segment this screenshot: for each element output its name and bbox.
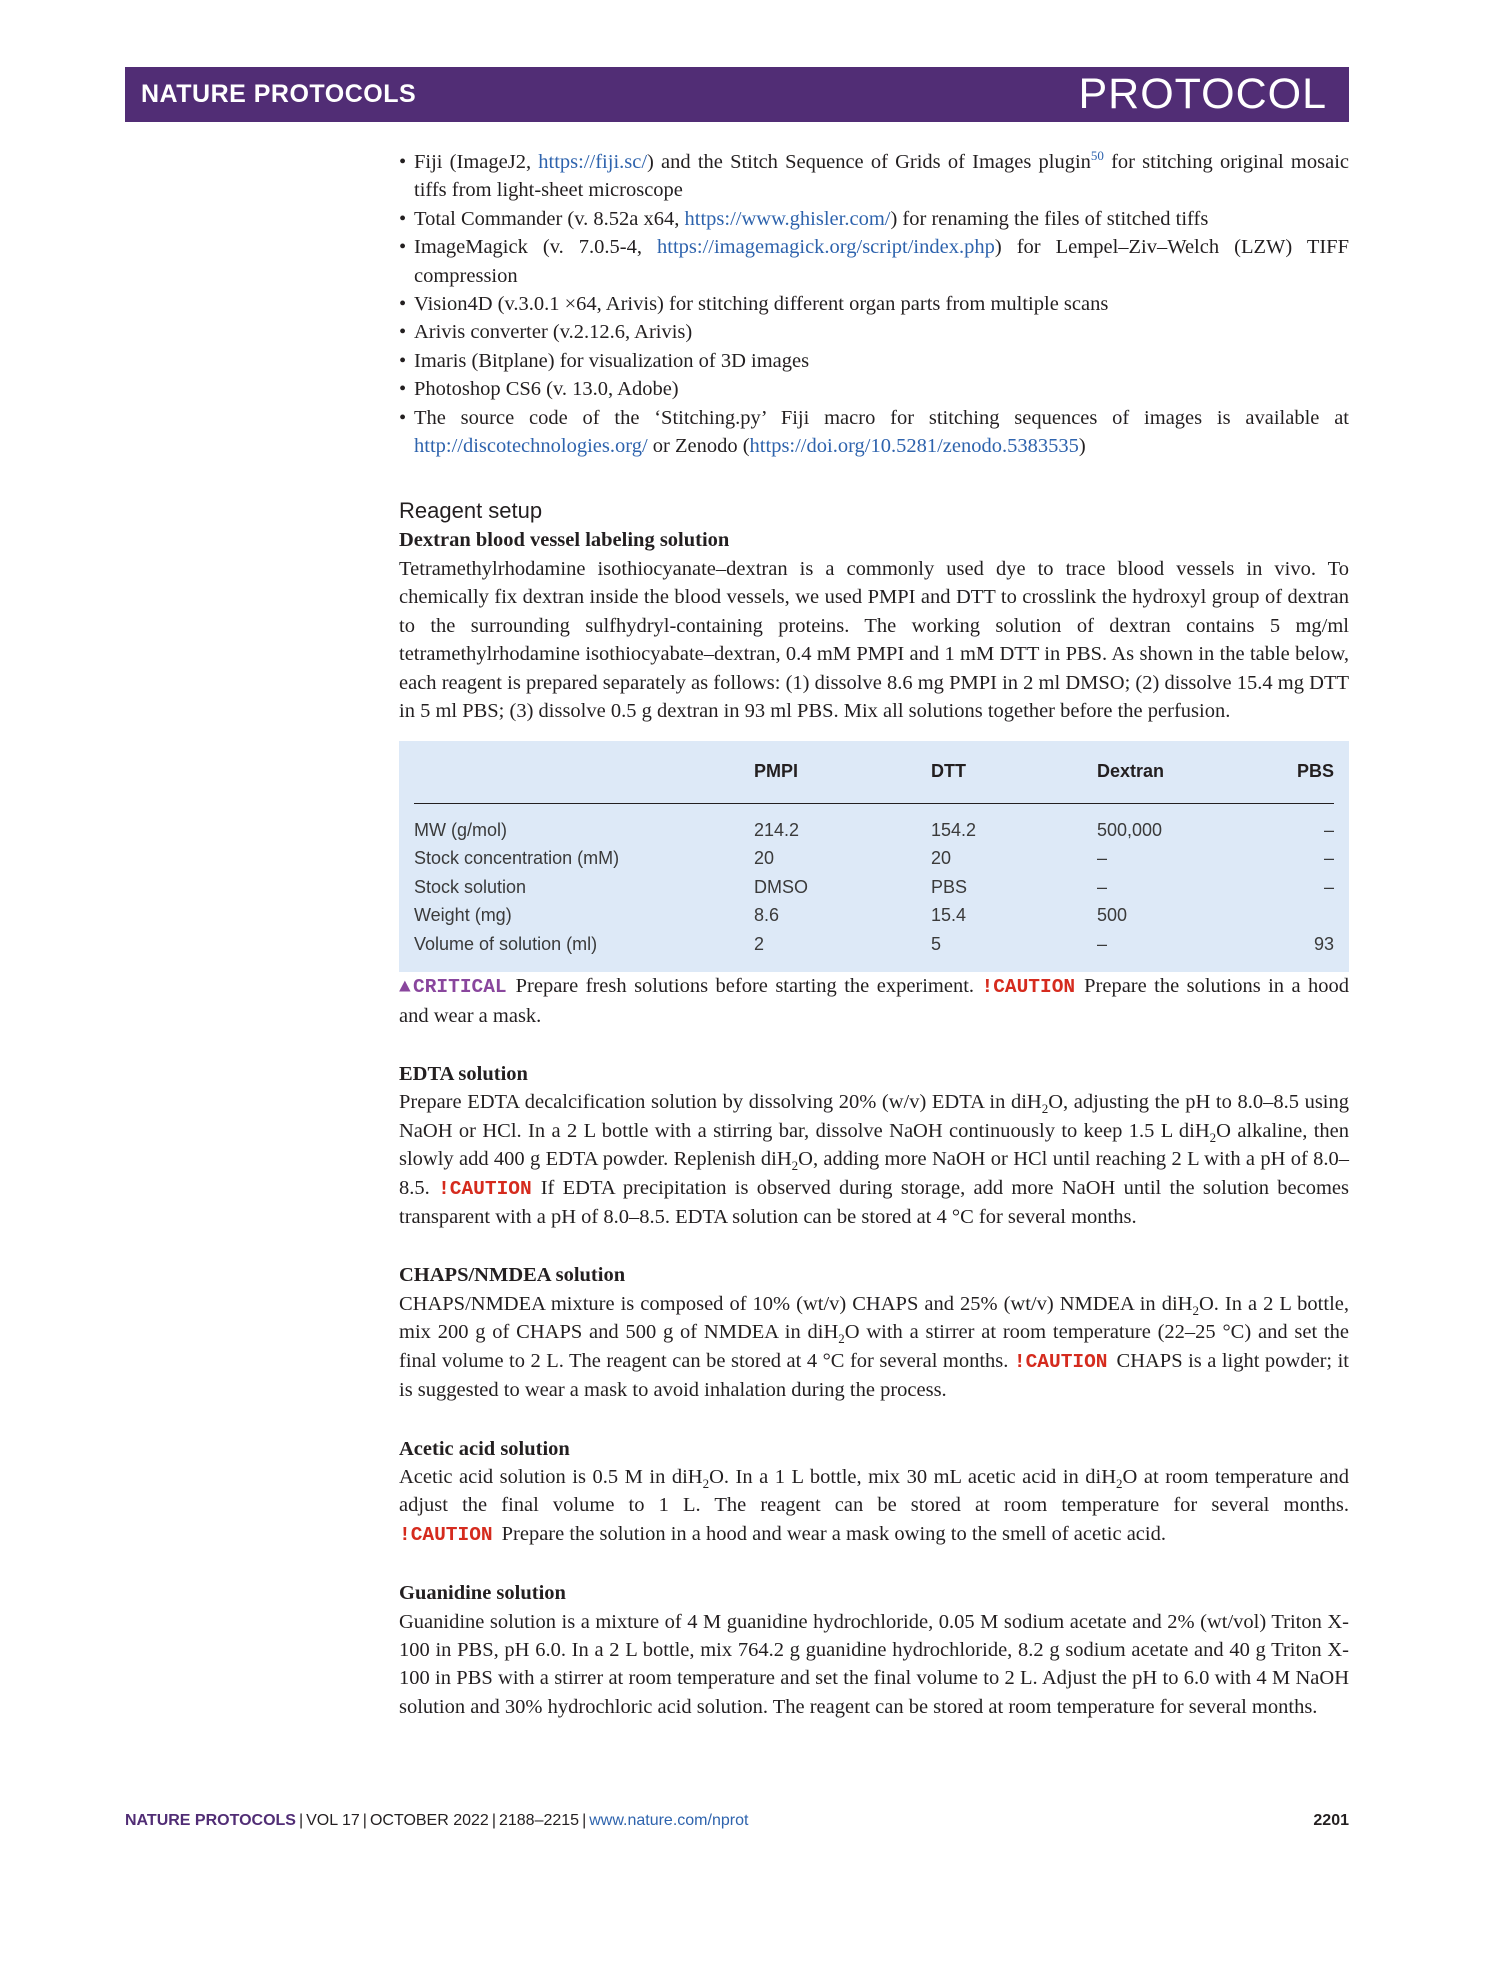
caution-label: !CAUTION — [438, 1177, 532, 1200]
table-cell: Stock solution — [414, 876, 527, 897]
critical-label: ▲CRITICAL — [399, 976, 507, 999]
table-cell: Weight (mg) — [414, 905, 512, 926]
section-title: Reagent setup — [399, 498, 543, 524]
ghisler-link[interactable]: https://www.ghisler.com/ — [684, 207, 891, 230]
list-item: • ImageMagick (v. 7.0.5-4, https://imagemagick.org/script/index.php) for Lempel–Ziv–Welch (LZW) TIFF compression — [399, 233, 1349, 290]
list-item: • Arivis converter (v.2.12.6, Arivis) — [399, 318, 1349, 346]
list-item: • The source code of the ‘Stitching.py’ Fiji macro for stitching sequences of images is available at http://discotechnologies.org/ or Zenodo (https://doi.org/10.5281/zenodo.5383535) — [399, 404, 1349, 461]
acetic-body: Acetic acid solution is 0.5 M in diH$_2$O. In a 1 L bottle, mix 30 mL acetic acid in diH$_2$O at room temperature and adjust the final volume to 1 L. The reagent can be stored at room temperature for several months. !CAUTION Prepare the solution in a hood and wear a mask owing to the smell of acetic acid. — [399, 1465, 1350, 1546]
discotechnologies-link[interactable]: http://discotechnologies.org/ — [414, 435, 648, 458]
chaps-body: CHAPS/NMDEA mixture is composed of 10% (wt/v) CHAPS and 25% (wt/v) NMDEA in diH$_2$O. In a 2 L bottle, mix 200 g of CHAPS and 500 g of NMDEA in diH$_2$O with a stirrer at room temperature (22–25 °C) and set the final volume to 2 L. The reagent can be stored at 4 °C for several months. !CAUTION CHAPS is a light powder; it is suggested to wear a mask to avoid inhalation during the process. — [399, 1292, 1349, 1402]
fiji-link[interactable]: https://fiji.sc/ — [538, 151, 648, 173]
table-row — [414, 803, 1334, 844]
table-header-row — [414, 753, 1334, 803]
dextran-body: Tetramethylrhodamine isothiocyanate–dextran is a commonly used dye to trace blood vessels in vivo. To chemically fix dextran inside the blood vessels, we used PMPI and DTT to crosslink the hydroxyl group of dextran to the surrounding sulfhydryl-containing proteins. The working solution of dextran contains 5 mg/ml tetramethylrhodamine isothiocyabate–dextran, 0.4 mM PMPI and 1 mM DTT in PBS. As shown in the table below, each reagent is prepared separately as follows: (1) dissolve 8.6 mg PMPI in 2 ml DMSO; (2) dissolve 15.4 mg DTT in 5 ml PBS; (3) dissolve 0.5 g dextran in 93 ml PBS. Mix all solutions together before the perfusion. — [399, 557, 1349, 722]
table-cell: 154.2 — [931, 819, 977, 840]
zenodo-link[interactable]: https://doi.org/10.5281/zenodo.5383535 — [749, 435, 1079, 458]
chaps-heading: CHAPS/NMDEA solution — [399, 1264, 626, 1287]
table-header — [414, 753, 754, 803]
list-item: • Fiji (ImageJ2, https://fiji.sc/) and the Stitch Sequence of Grids of Images plugin$^{50}$ for stitching original mosaic tiffs from light-sheet microscope — [399, 148, 1349, 205]
guanidine-heading: Guanidine solution — [399, 1582, 566, 1605]
table-cell: – — [1323, 876, 1334, 897]
table-cell: – — [1323, 819, 1334, 840]
table-cell: MW (g/mol) — [414, 819, 507, 840]
table-cell: PBS — [931, 876, 968, 897]
list-item: • Total Commander (v. 8.52a x64, https://www.ghisler.com/) for renaming the files of stitched tiffs — [399, 205, 1349, 233]
acetic-heading: Acetic acid solution — [399, 1437, 570, 1460]
caution-label: !CAUTION — [981, 976, 1076, 999]
table-cell: – — [1097, 848, 1108, 869]
table-row — [414, 873, 1334, 902]
table-cell: – — [1097, 933, 1108, 954]
page-footer: NATURE PROTOCOLS | VOL 17 | OCTOBER 2022 | 2188–2215 | www.nature.com/nprot 2201 — [125, 1812, 1349, 1829]
table-cell: 500,000 — [1097, 819, 1163, 840]
table-row — [414, 844, 1334, 873]
table-header: PMPI — [754, 753, 931, 803]
table-cell: – — [1097, 876, 1108, 897]
dextran-heading: Dextran blood vessel labeling solution — [399, 529, 730, 552]
caution-label: !CAUTION — [1013, 1350, 1108, 1373]
table-cell: 500 — [1097, 905, 1128, 926]
table-cell: 214.2 — [754, 819, 800, 840]
footer-pages: 2188–2215 — [498, 1812, 580, 1829]
table-cell: – — [1323, 848, 1334, 869]
table-row — [414, 930, 1334, 959]
edta-heading: EDTA solution — [399, 1063, 528, 1086]
footer-volume: VOL 17 — [306, 1812, 360, 1829]
table-cell: 2 — [754, 933, 765, 954]
table-cell: 20 — [931, 848, 952, 869]
table-cell: DMSO — [754, 876, 808, 897]
table-cell: 20 — [754, 848, 775, 869]
footer-date: OCTOBER 2022 — [369, 1812, 489, 1829]
table-cell: 5 — [931, 933, 942, 954]
caution-label: !CAUTION — [399, 1523, 493, 1546]
table-cell: Stock concentration (mM) — [414, 848, 620, 869]
list-item: • Imaris (Bitplane) for visualization of 3D images — [399, 347, 1349, 375]
reference-50[interactable]: 50 — [1090, 148, 1104, 164]
table-cell: 8.6 — [754, 905, 780, 926]
journal-name: NATURE PROTOCOLS — [141, 80, 417, 108]
page-number: 2201 — [1313, 1812, 1349, 1829]
edta-body: Prepare EDTA decalcification solution by dissolving 20% (w/v) EDTA in diH$_2$O, adjusting the pH to 8.0–8.5 using NaOH or HCl. In a 2 L bottle with a stirring bar, dissolve NaOH continuously to keep 1.5 L diH$_2$O alkaline, then slowly add 400 g EDTA powder. Replenish diH$_2$O, adding more NaOH or HCl until reaching 2 L with a pH of 8.0–8.5. !CAUTION If EDTA precipitation is observed during storage, add more NaOH until the solution becomes transparent with a pH of 8.0–8.5. EDTA solution can be stored at 4 °C for several months. — [399, 1091, 1350, 1229]
journal-header-bar — [125, 67, 1349, 122]
table-cell: 93 — [1313, 933, 1334, 954]
guanidine-body: Guanidine solution is a mixture of 4 M guanidine hydrochloride, 0.05 M sodium acetate and 2% (wt/vol) Triton X-100 in PBS, pH 6.0. In a 2 L bottle, mix 764.2 g guanidine hydrochloride, 8.2 g sodium acetate and 40 g Triton X-100 in PBS with a stirrer at room temperature and set the final volume to 2 L. Adjust the pH to 6.0 with 4 M NaOH solution and 30% hydrochloric acid solution. The reagent can be stored at room temperature for several months. — [399, 1610, 1349, 1718]
imagemagick-link[interactable]: https://imagemagick.org/script/index.php — [657, 236, 995, 259]
table-header: DTT — [931, 753, 1097, 803]
reagent-table — [399, 741, 1349, 972]
article-type: PROTOCOL — [1078, 70, 1327, 118]
software-list — [399, 148, 1349, 460]
footer-journal: NATURE PROTOCOLS — [125, 1812, 296, 1829]
page-content — [399, 148, 1349, 1721]
table-header: PBS — [1247, 753, 1334, 803]
list-item: • Vision4D (v.3.0.1 ×64, Arivis) for stitching different organ parts from multiple scans — [399, 290, 1349, 318]
table-cell — [1247, 901, 1334, 930]
dextran-critical-note: ▲CRITICAL Prepare fresh solutions before starting the experiment. !CAUTION Prepare the solutions in a hood and wear a mask. — [399, 975, 1350, 1027]
table-header: Dextran — [1097, 753, 1247, 803]
table-row — [414, 901, 1334, 930]
table-cell: 15.4 — [931, 905, 967, 926]
list-item: • Photoshop CS6 (v. 13.0, Adobe) — [399, 375, 1349, 403]
footer-url[interactable]: www.nature.com/nprot — [589, 1812, 749, 1829]
table-cell: Volume of solution (ml) — [414, 933, 598, 954]
